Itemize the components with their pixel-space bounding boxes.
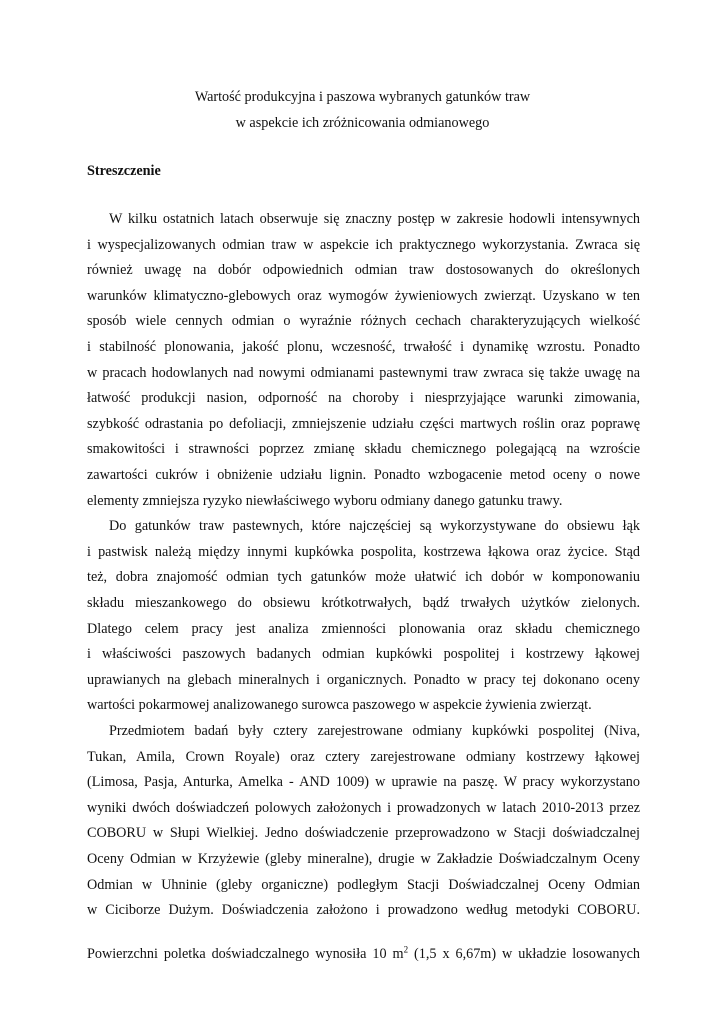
body-line: Tukan, Amila, Crown Royale) oraz cztery zarejestrowane odmiany kostrzewy łąkowej (87, 748, 640, 765)
body-line: i właściwości paszowych badanych odmian kupkówki pospolitej i kostrzewy łąkowej (87, 646, 640, 663)
body-line: Przedmiotem badań były cztery zarejestrowane odmiany kupkówki pospolitej (Niva, (109, 723, 640, 739)
body-line: składu mieszankowego do obsiewu krótkotrwałych, bądź trwałych użytków zielonych. (87, 595, 640, 611)
body-line: i wyspecjalizowanych odmian traw w aspekcie ich praktycznego wykorzystania. Zwraca się (87, 236, 640, 253)
body-line: elementy zmniejsza ryzyko niewłaściwego wyboru odmiany danego gatunku trawy. (87, 492, 563, 509)
body-line: W kilku ostatnich latach obserwuje się znaczny postęp w zakresie hodowli intensywnych (109, 211, 640, 227)
body-line-final (87, 945, 640, 963)
body-line: w pracach hodowlanych nad nowymi odmianami pastewnymi traw zwraca się także uwagę na (87, 364, 640, 381)
section-heading: Streszczenie (87, 163, 161, 179)
body-line: COBORU w Słupi Wielkiej. Jedno doświadczenie przeprowadzono w Stacji doświadczalnej (87, 825, 640, 842)
body-line: Oceny Odmian w Krzyżewie (gleby mineralne), drugie w Zakładzie Doświadczalnym Oceny (87, 851, 640, 867)
body-line: wartości pokarmowej analizowanego surowca paszowego w aspekcie żywienia zwierząt. (87, 697, 592, 714)
body-line: Do gatunków traw pastewnych, które najczęściej są wykorzystywane do obsiewu łąk (109, 518, 640, 535)
body-line: sposób wiele cennych odmian o wyraźnie różnych cechach charakteryzujących wielkość (87, 313, 640, 330)
document-title-line-1: Wartość produkcyjna i paszowa wybranych gatunków traw (194, 89, 531, 105)
body-line: Dlatego celem pracy jest analiza zmienności plonowania oraz składu chemicznego (87, 620, 640, 637)
body-line: również uwagę na dobór odpowiednich odmian traw dostosowanych do określonych (87, 262, 640, 279)
body-line: i stabilność plonowania, jakość plonu, wczesność, trwałość i dynamikę wzrostu. Ponadto (87, 339, 640, 355)
superscript-exponent: 2 (403, 944, 409, 955)
body-line: smakowitości i strawności poprzez zmianę składu chemicznego polegającą na wzroście (87, 441, 640, 458)
body-line: wyniki dwóch doświadczeń polowych założonych i prowadzonych w latach 2010-2013 przez (87, 799, 640, 816)
body-line: w Ciciborze Dużym. Doświadczenia założono i prowadzono według metodyki COBORU. (87, 902, 640, 919)
body-line: szybkość odrastania po defoliacji, zmniejszenie udziału części martwych roślin oraz poprawę (87, 415, 640, 432)
body-line: Odmian w Uhninie (gleby organiczne) podległym Stacji Doświadczalnej Oceny Odmian (87, 876, 640, 893)
body-line: zawartości cukrów i obniżenie udziału lignin. Ponadto wzbogacenie metod oceny o nowe (87, 467, 640, 483)
final-line-text-after: (1,5 x 6,67m) w układzie losowanych (408, 946, 640, 962)
document-title-line-2: w aspekcie ich zróżnicowania odmianowego (235, 115, 490, 131)
final-line-text: Powierzchni poletka doświadczalnego wynosiła 10 m (87, 946, 404, 962)
body-line: i pastwisk należą między innymi kupkówka pospolita, kostrzewa łąkowa oraz życice. Stąd (87, 543, 640, 560)
body-line: łatwość produkcji nasion, odporność na choroby i niesprzyjające warunki zimowania, (87, 390, 640, 407)
body-line: warunków klimatyczno-glebowych oraz wymogów żywieniowych zwierząt. Uzyskano w ten (87, 287, 640, 304)
body-line: też, dobra znajomość odmian tych gatunków może ułatwić ich dobór w komponowaniu (87, 569, 640, 586)
body-line: uprawianych na glebach mineralnych i organicznych. Ponadto w pracy tej dokonano oceny (87, 671, 640, 688)
body-line: (Limosa, Pasja, Anturka, Amelka - AND 1009) w uprawie na paszę. W pracy wykorzystano (87, 774, 640, 791)
